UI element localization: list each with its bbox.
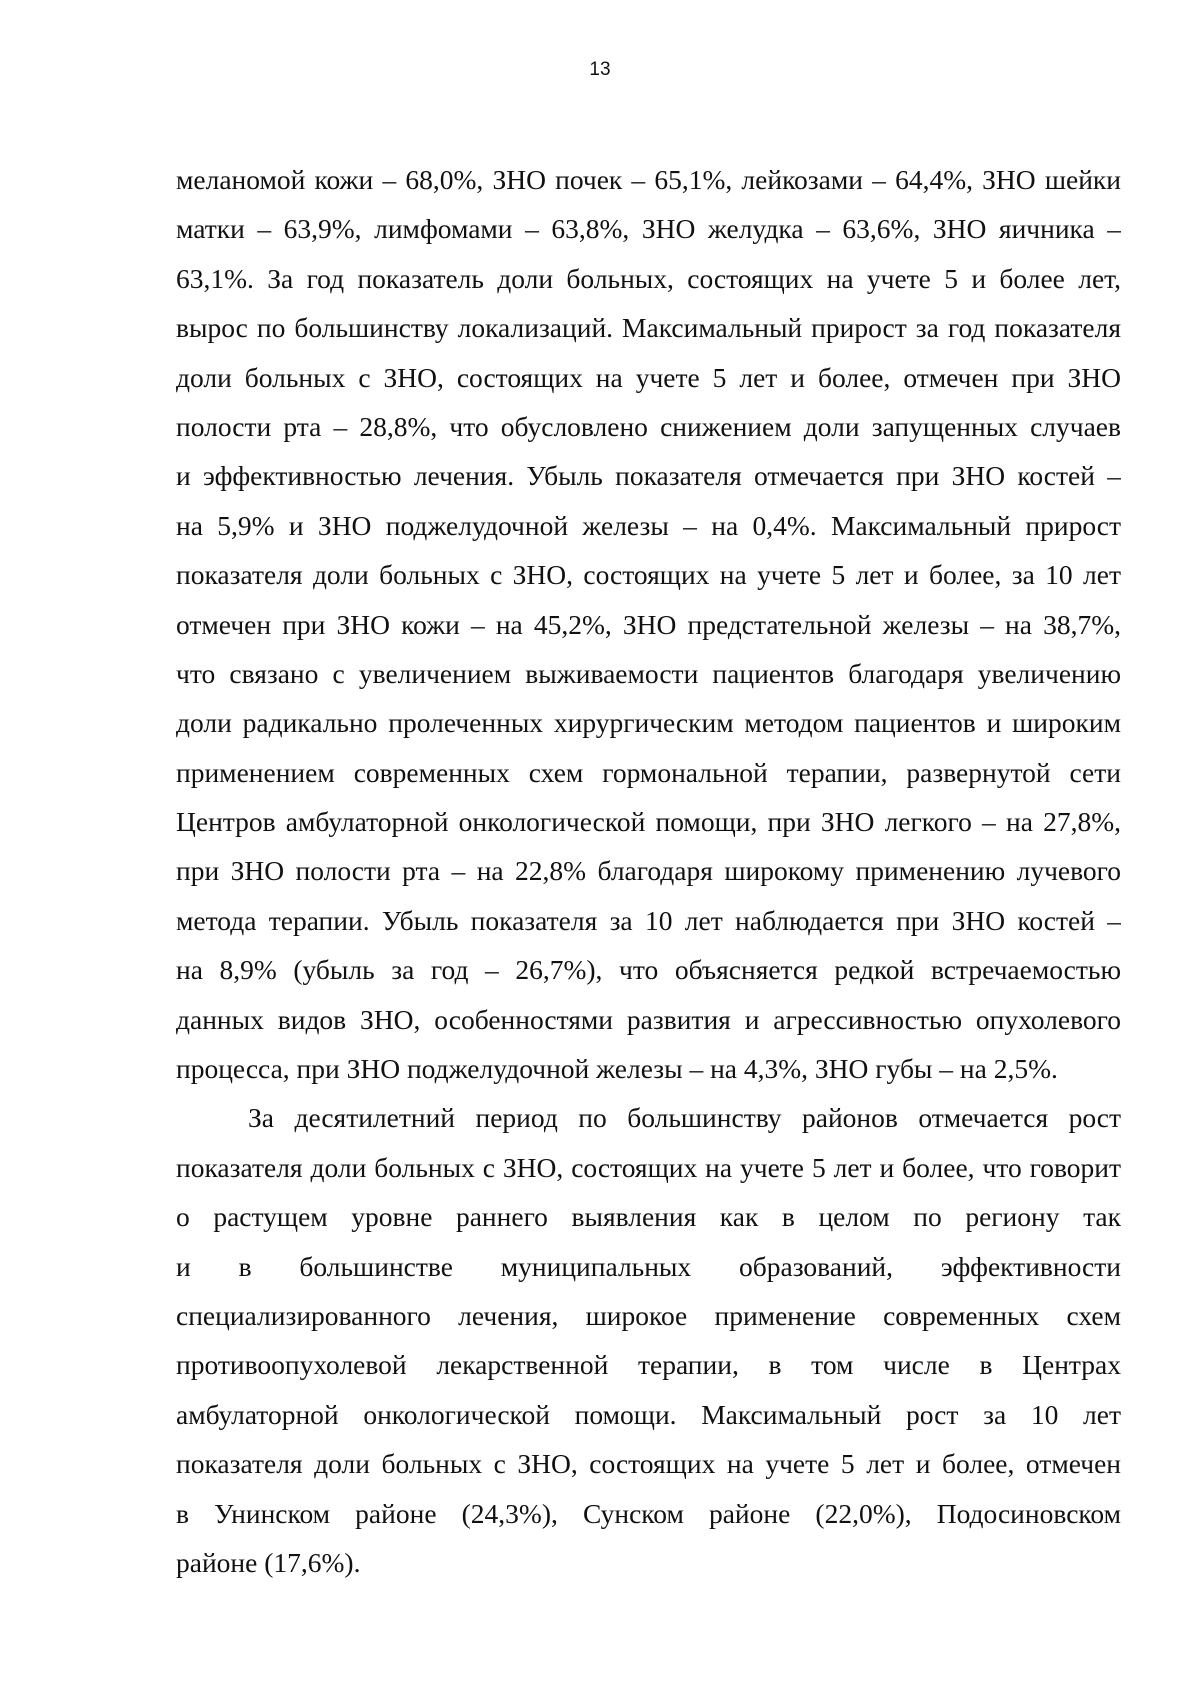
- text-line: амбулаторной онкологической помощи. Максимальный рост за 10 лет: [176, 1398, 1121, 1430]
- text-line: районе (17,6%).: [176, 1546, 361, 1578]
- text-line: отмечен при ЗНО кожи – на 45,2%, ЗНО предстательной железы – на 38,7%,: [176, 608, 1121, 640]
- text-line: показателя доли больных с ЗНО, состоящих на учете 5 лет и более, за 10 лет: [176, 559, 1121, 591]
- text-line: доли больных с ЗНО, состоящих на учете 5 лет и более, отмечен при ЗНО: [176, 361, 1121, 393]
- text-line: процесса, при ЗНО поджелудочной железы – на 4,3%, ЗНО губы – на 2,5%.: [176, 1053, 1058, 1085]
- text-line: Центров амбулаторной онкологической помощи, при ЗНО легкого – на 27,8%,: [176, 806, 1121, 838]
- text-line: полости рта – 28,8%, что обусловлено снижением доли запущенных случаев: [176, 410, 1121, 442]
- text-line: и эффективностью лечения. Убыль показателя отмечается при ЗНО костей –: [176, 460, 1121, 492]
- text-line: на 5,9% и ЗНО поджелудочной железы – на 0,4%. Максимальный прирост: [176, 509, 1121, 541]
- text-line: За десятилетний период по большинству районов отмечается рост: [248, 1102, 1121, 1134]
- paragraph-2: [176, 1093, 1121, 1587]
- text-line: о растущем уровне раннего выявления как в целом по региону так: [176, 1201, 1121, 1233]
- text-line: в Унинском районе (24,3%), Сунском районе (22,0%), Подосиновском: [176, 1497, 1121, 1529]
- text-line: метода терапии. Убыль показателя за 10 лет наблюдается при ЗНО костей –: [176, 904, 1121, 936]
- text-line: на 8,9% (убыль за год – 26,7%), что объясняется редкой встречаемостью: [176, 954, 1121, 986]
- text-line: 63,1%. За год показатель доли больных, состоящих на учете 5 и более лет,: [176, 262, 1121, 294]
- text-line: вырос по большинству локализаций. Максимальный прирост за год показателя: [176, 312, 1121, 344]
- paragraph-1: [176, 155, 1121, 1093]
- text-line: показателя доли больных с ЗНО, состоящих на учете 5 лет и более, отмечен: [176, 1448, 1121, 1480]
- text-line: что связано с увеличением выживаемости пациентов благодаря увеличению: [176, 657, 1121, 689]
- text-line: матки – 63,9%, лимфомами – 63,8%, ЗНО желудка – 63,6%, ЗНО яичника –: [176, 213, 1121, 245]
- text-line: при ЗНО полости рта – на 22,8% благодаря широкому применению лучевого: [176, 855, 1121, 887]
- text-line: противоопухолевой лекарственной терапии, в том числе в Центрах: [176, 1349, 1121, 1381]
- text-line: меланомой кожи – 68,0%, ЗНО почек – 65,1%, лейкозами – 64,4%, ЗНО шейки: [176, 164, 1121, 195]
- text-line: применением современных схем гормональной терапии, развернутой сети: [176, 756, 1121, 788]
- page-number: 13: [589, 59, 611, 80]
- text-line: доли радикально пролеченных хирургическим методом пациентов и широким: [176, 707, 1121, 739]
- text-line: данных видов ЗНО, особенностями развития и агрессивностью опухолевого: [176, 1003, 1121, 1035]
- text-line: показателя доли больных с ЗНО, состоящих на учете 5 лет и более, что говорит: [176, 1151, 1121, 1183]
- document-body: [176, 155, 1121, 1587]
- text-line: специализированного лечения, широкое применение современных схем: [176, 1299, 1121, 1331]
- text-line: и в большинстве муниципальных образований, эффективности: [176, 1250, 1121, 1282]
